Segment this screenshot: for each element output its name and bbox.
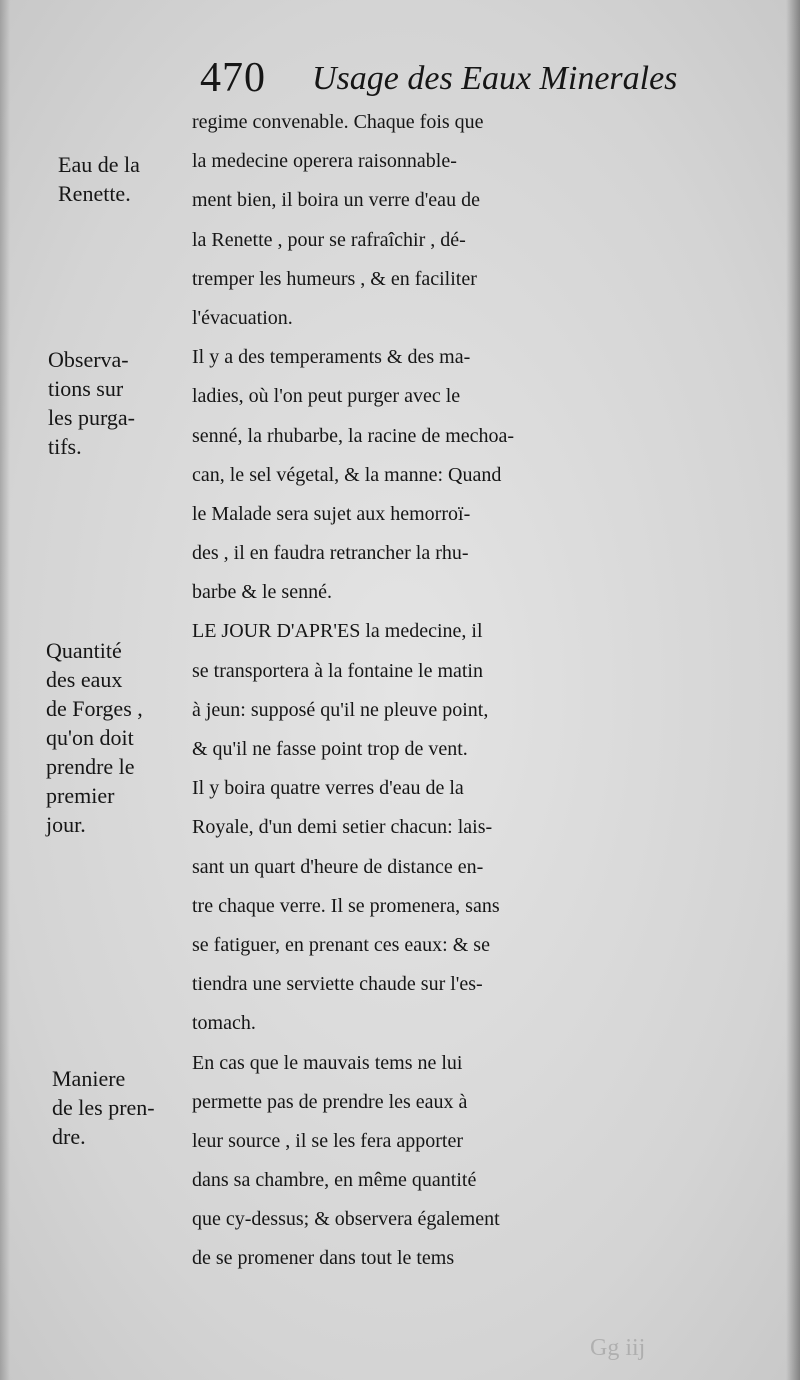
margin-note-line: Observa- (48, 347, 129, 372)
text-line: l'évacuation. (192, 306, 293, 329)
text-line: Il y a des temperaments & des ma- (192, 346, 471, 369)
margin-note-line: Quantité (46, 638, 122, 663)
margin-note-eau-renette (58, 150, 140, 208)
text-line: barbe & le senné. (192, 581, 332, 604)
margin-note-line: jour. (46, 812, 86, 837)
text-line: LE JOUR D'APR'ES la medecine, il (192, 620, 483, 643)
text-line: sant un quart d'heure de distance en- (192, 855, 484, 878)
text-line: & qu'il ne fasse point trop de vent. (192, 738, 468, 760)
text-line: ladies, où l'on peut purger avec le (192, 385, 461, 408)
margin-note-observations (48, 345, 135, 461)
margin-note-line: Renette. (58, 181, 131, 206)
margin-note-line: de Forges , (46, 696, 143, 721)
signature-mark: Gg iij (590, 1335, 646, 1361)
margin-note-line: Maniere (52, 1066, 126, 1091)
running-title: Usage des Eaux Minerales (312, 60, 678, 97)
page-left-shadow (0, 0, 10, 1380)
margin-note-line: de les pren- (52, 1095, 155, 1120)
body-text (192, 103, 762, 1279)
margin-note-line: qu'on doit (46, 725, 134, 750)
text-line: la Renette , pour se rafraîchir , dé- (192, 228, 466, 251)
text-line: tomach. (192, 1012, 256, 1035)
text-line: Il y boira quatre verres d'eau de la (192, 777, 464, 800)
margin-note-line: premier (46, 783, 115, 808)
text-line: tiendra une serviette chaude sur l'es- (192, 973, 483, 996)
text-line: à jeun: supposé qu'il ne pleuve point, (192, 698, 489, 721)
text-line: dans sa chambre, en même quantité (192, 1169, 477, 1192)
margin-note-maniere (52, 1064, 155, 1151)
text-line: que cy-dessus; & observera également (192, 1208, 500, 1231)
text-line: Royale, d'un demi setier chacun: lais- (192, 816, 493, 839)
running-header (200, 50, 760, 106)
margin-note-line: tifs. (48, 434, 82, 459)
text-line: la medecine operera raisonnable- (192, 150, 457, 173)
page-number: 470 (200, 55, 266, 101)
text-line: le Malade sera sujet aux hemorroï- (192, 502, 471, 525)
text-line: can, le sel végetal, & la manne: Quand (192, 463, 502, 486)
text-line: des , il en faudra retrancher la rhu- (192, 542, 469, 565)
text-line: tremper les humeurs , & en faciliter (192, 267, 477, 290)
margin-note-line: tions sur (48, 376, 124, 401)
margin-note-line: prendre le (46, 754, 135, 779)
text-line: de se promener dans tout le tems (192, 1247, 455, 1270)
text-line: regime convenable. Chaque fois que (192, 111, 484, 133)
text-line: permette pas de prendre les eaux à (192, 1090, 468, 1113)
text-line: En cas que le mauvais tems ne lui (192, 1051, 463, 1074)
margin-note-line: dre. (52, 1124, 86, 1149)
page-edge-shadow (786, 0, 800, 1380)
text-line: senné, la rhubarbe, la racine de mechoa- (192, 424, 515, 447)
margin-note-line: des eaux (46, 667, 123, 692)
text-line: se transportera à la fontaine le matin (192, 659, 483, 682)
margin-note-quantite (46, 636, 143, 839)
margin-note-line: les purga- (48, 405, 135, 430)
margin-note-line: Eau de la (58, 152, 140, 177)
text-line: tre chaque verre. Il se promenera, sans (192, 894, 500, 917)
text-line: ment bien, il boira un verre d'eau de (192, 189, 480, 212)
text-line: leur source , il se les fera apporter (192, 1129, 463, 1152)
text-line: se fatiguer, en prenant ces eaux: & se (192, 933, 490, 956)
